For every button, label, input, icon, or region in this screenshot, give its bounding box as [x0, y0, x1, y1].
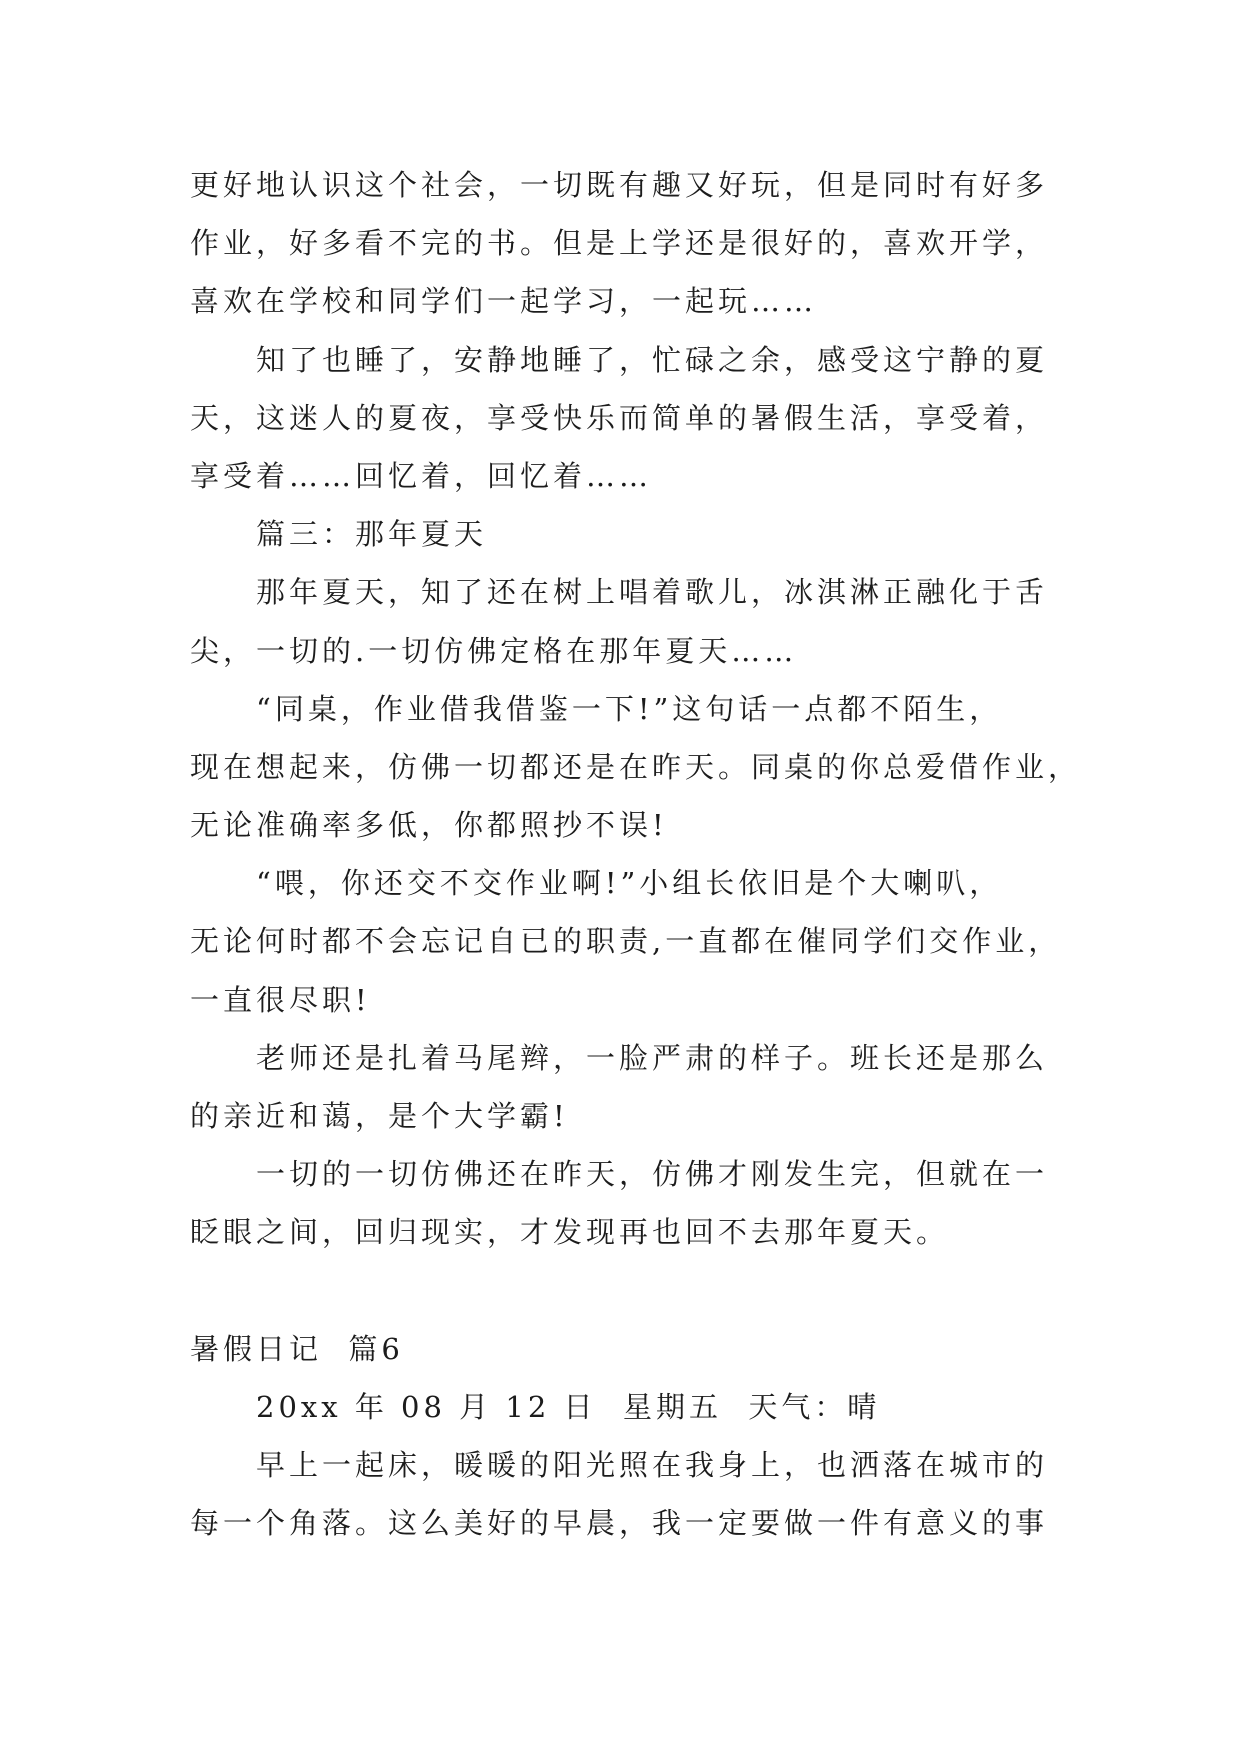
- paragraph: [190, 1145, 1090, 1261]
- text-line: 尖，一切的.一切仿佛定格在那年夏天……: [190, 633, 798, 668]
- text-line: 一直很尽职!: [190, 982, 371, 1017]
- text-line: 现在想起来，仿佛一切都还是在昨天。同桌的你总爱借作业，: [190, 749, 1082, 784]
- paragraph: [190, 1029, 1090, 1145]
- text-line: 那年夏天，知了还在树上唱着歌儿，冰淇淋正融化于舌: [256, 575, 1049, 610]
- subheading: [190, 505, 1090, 563]
- text-line: 无论准确率多低，你都照抄不误!: [190, 808, 668, 843]
- paragraph: [190, 680, 1090, 855]
- text-line: 天，这迷人的夏夜，享受快乐而简单的暑假生活，享受着，: [190, 400, 1049, 435]
- text-line: 作业，好多看不完的书。但是上学还是很好的，喜欢开学，: [190, 226, 1049, 261]
- diary-date-line: 20xx 年 08 月 12 日 星期五 天气：晴: [256, 1389, 881, 1424]
- paragraph: [190, 1378, 1090, 1436]
- text-line: 老师还是扎着马尾辫，一脸严肃的样子。班长还是那么: [256, 1040, 1049, 1075]
- paragraph: [190, 156, 1090, 331]
- subheading-text: 篇三：那年夏天: [256, 517, 488, 552]
- paragraph: [190, 331, 1090, 506]
- paragraph: [190, 1436, 1090, 1552]
- text-line: 眨眼之间，回归现实，才发现再也回不去那年夏天。: [190, 1215, 950, 1250]
- text-line: “喂，你还交不交作业啊!”小组长依旧是个大喇叭，: [256, 866, 1003, 901]
- text-line: 无论何时都不会忘记自已的职责,一直都在催同学们交作业，: [190, 924, 1062, 959]
- text-line: 享受着……回忆着，回忆着……: [190, 458, 653, 493]
- text-line: 知了也睡了，安静地睡了，忙碌之余，感受这宁静的夏: [256, 342, 1049, 377]
- text-line: “同桌，作业借我借鉴一下!”这句话一点都不陌生，: [256, 691, 1003, 726]
- document-body: [190, 156, 1090, 1553]
- paragraph: [190, 854, 1090, 1029]
- text-line: 的亲近和蔼，是个大学霸!: [190, 1099, 569, 1133]
- section: [190, 1320, 1090, 1553]
- text-line: 早上一起床，暖暖的阳光照在我身上，也洒落在城市的: [256, 1448, 1049, 1483]
- section-heading: 暑假日记 篇6: [190, 1331, 404, 1366]
- text-line: 一切的一切仿佛还在昨天，仿佛才刚发生完，但就在一: [256, 1157, 1049, 1192]
- blank-line: [190, 1262, 1090, 1320]
- text-line: 每一个角落。这么美好的早晨，我一定要做一件有意义的事: [190, 1506, 1049, 1541]
- text-line: 更好地认识这个社会，一切既有趣又好玩，但是同时有好多: [190, 168, 1049, 202]
- paragraph: [190, 563, 1090, 679]
- text-line: 喜欢在学校和同学们一起学习，一起玩……: [190, 284, 818, 319]
